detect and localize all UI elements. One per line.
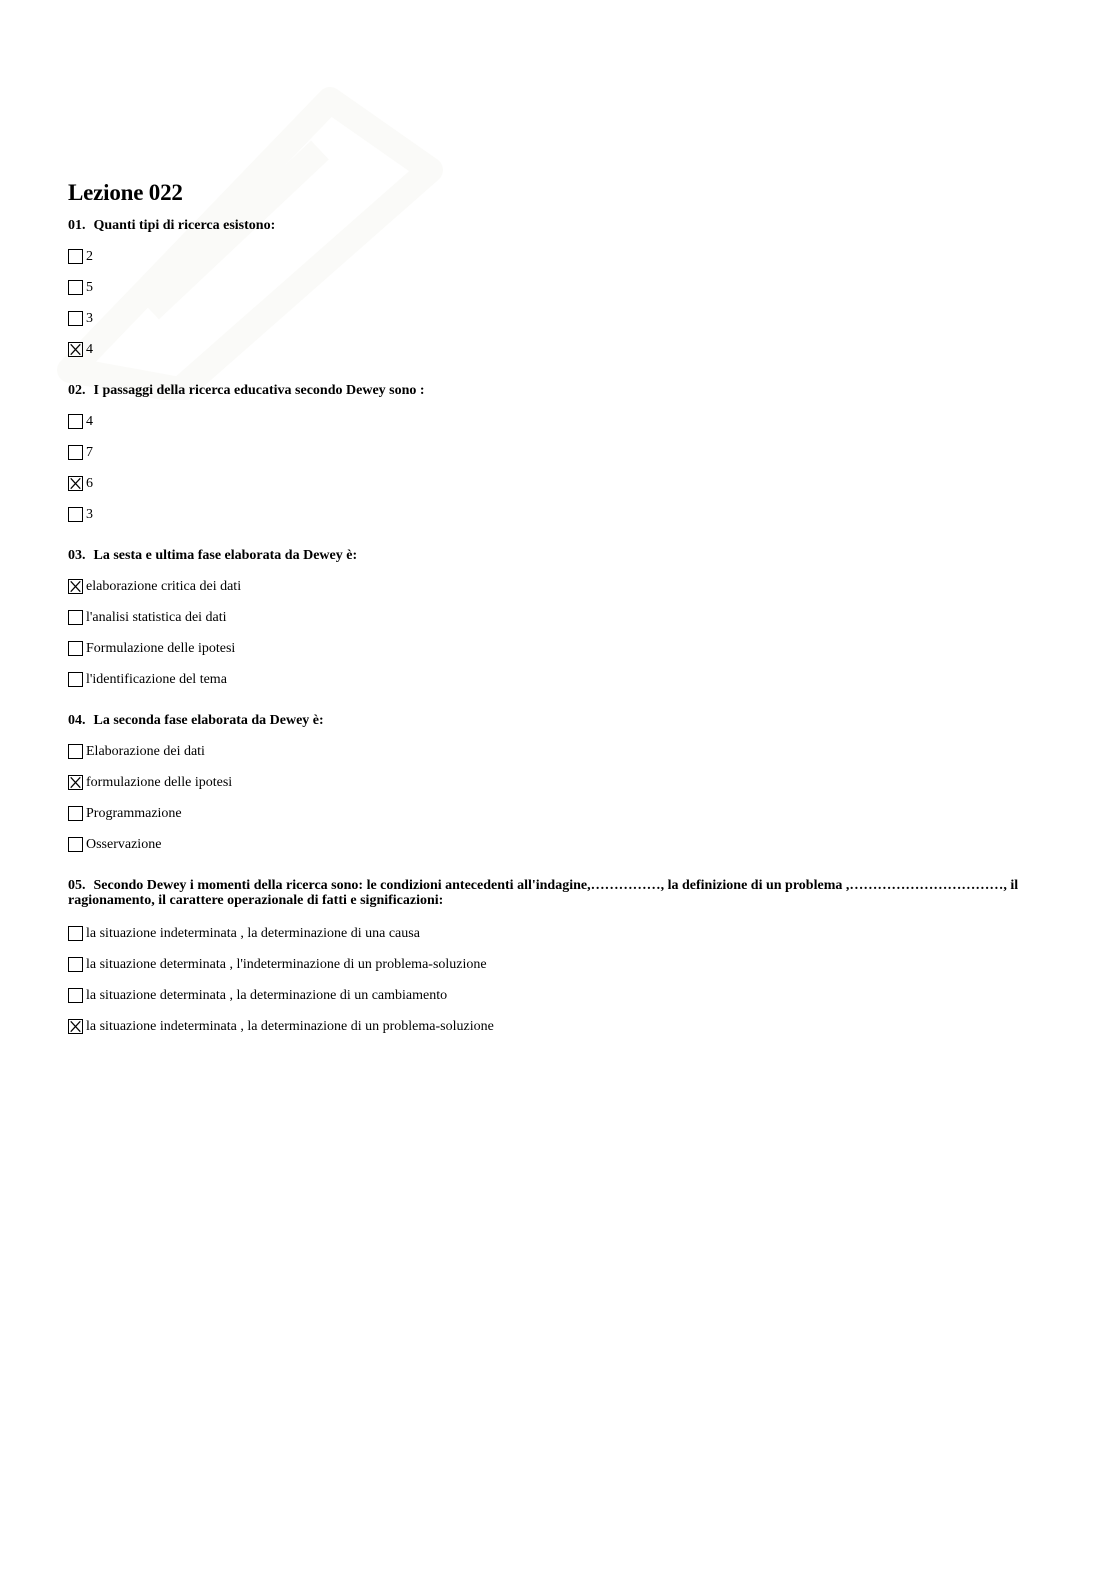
checkbox-icon[interactable] bbox=[68, 641, 83, 656]
checkbox-icon[interactable] bbox=[68, 926, 83, 941]
checkbox-icon[interactable] bbox=[68, 414, 83, 429]
question-block bbox=[68, 383, 1048, 530]
answer-option[interactable] bbox=[68, 949, 1048, 980]
answer-option[interactable] bbox=[68, 829, 1048, 860]
quiz-content bbox=[68, 178, 1048, 1060]
answer-option[interactable] bbox=[68, 571, 1048, 602]
question-block bbox=[68, 713, 1048, 860]
answer-option[interactable] bbox=[68, 437, 1048, 468]
question-label: Quanti tipi di ricerca esistono: bbox=[93, 218, 276, 233]
checkbox-icon[interactable] bbox=[68, 806, 83, 821]
answer-option[interactable] bbox=[68, 499, 1048, 530]
question-text bbox=[68, 218, 1048, 233]
option-label: l'analisi statistica dei dati bbox=[86, 609, 227, 625]
answer-option[interactable] bbox=[68, 664, 1048, 695]
option-label: 2 bbox=[86, 248, 93, 264]
checked-checkbox-icon[interactable] bbox=[68, 476, 83, 491]
checkbox-icon[interactable] bbox=[68, 280, 83, 295]
option-label: la situazione indeterminata , la determinazione di una causa bbox=[86, 925, 420, 941]
option-label: Osservazione bbox=[86, 836, 162, 852]
option-label: la situazione indeterminata , la determinazione di un problema-soluzione bbox=[86, 1018, 494, 1034]
question-number: 02. bbox=[68, 383, 86, 398]
answer-option[interactable] bbox=[68, 1011, 1048, 1042]
answer-option[interactable] bbox=[68, 736, 1048, 767]
question-number: 03. bbox=[68, 548, 86, 563]
option-label: 4 bbox=[86, 413, 93, 429]
question-block bbox=[68, 218, 1048, 365]
checkbox-icon[interactable] bbox=[68, 988, 83, 1003]
question-number: 04. bbox=[68, 713, 86, 728]
option-label: la situazione determinata , l'indeterminazione di un problema-soluzione bbox=[86, 956, 487, 972]
option-label: 3 bbox=[86, 506, 93, 522]
option-label: Programmazione bbox=[86, 805, 182, 821]
answer-option[interactable] bbox=[68, 602, 1048, 633]
checkbox-icon[interactable] bbox=[68, 445, 83, 460]
question-text bbox=[68, 383, 1048, 398]
option-label: l'identificazione del tema bbox=[86, 671, 227, 687]
question-text bbox=[68, 878, 1048, 908]
option-label: Formulazione delle ipotesi bbox=[86, 640, 236, 656]
checkbox-icon[interactable] bbox=[68, 744, 83, 759]
answer-option[interactable] bbox=[68, 798, 1048, 829]
checked-checkbox-icon[interactable] bbox=[68, 775, 83, 790]
checked-checkbox-icon[interactable] bbox=[68, 1019, 83, 1034]
checkbox-icon[interactable] bbox=[68, 957, 83, 972]
answer-option[interactable] bbox=[68, 468, 1048, 499]
option-label: elaborazione critica dei dati bbox=[86, 578, 242, 594]
checkbox-icon[interactable] bbox=[68, 311, 83, 326]
option-label: 7 bbox=[86, 444, 93, 460]
answer-option[interactable] bbox=[68, 272, 1048, 303]
answer-option[interactable] bbox=[68, 980, 1048, 1011]
checkbox-icon[interactable] bbox=[68, 610, 83, 625]
question-block bbox=[68, 878, 1048, 1042]
option-label: 4 bbox=[86, 341, 93, 357]
question-label: Secondo Dewey i momenti della ricerca sono: le condizioni antecedenti all'indagine,……………, la definizione di un problema ,……………………………, il ragionamento, il carattere operazionale di fatti e significazioni: bbox=[68, 878, 1019, 908]
answer-option[interactable] bbox=[68, 633, 1048, 664]
option-label: Elaborazione dei dati bbox=[86, 743, 205, 759]
question-number: 01. bbox=[68, 218, 86, 233]
checked-checkbox-icon[interactable] bbox=[68, 579, 83, 594]
question-text bbox=[68, 713, 1048, 728]
question-number: 05. bbox=[68, 878, 86, 893]
question-text bbox=[68, 548, 1048, 563]
option-label: 5 bbox=[86, 279, 93, 295]
question-block bbox=[68, 548, 1048, 695]
option-label: 3 bbox=[86, 310, 93, 326]
question-label: La seconda fase elaborata da Dewey è: bbox=[93, 713, 324, 728]
question-label: I passaggi della ricerca educativa secondo Dewey sono : bbox=[93, 383, 425, 398]
answer-option[interactable] bbox=[68, 918, 1048, 949]
question-label: La sesta e ultima fase elaborata da Dewey è: bbox=[93, 548, 358, 563]
checkbox-icon[interactable] bbox=[68, 249, 83, 264]
answer-option[interactable] bbox=[68, 334, 1048, 365]
checkbox-icon[interactable] bbox=[68, 507, 83, 522]
question-list bbox=[68, 218, 1048, 1042]
option-label: formulazione delle ipotesi bbox=[86, 774, 233, 790]
answer-option[interactable] bbox=[68, 241, 1048, 272]
answer-option[interactable] bbox=[68, 303, 1048, 334]
lesson-title: Lezione 022 bbox=[68, 180, 183, 205]
checked-checkbox-icon[interactable] bbox=[68, 342, 83, 357]
answer-option[interactable] bbox=[68, 767, 1048, 798]
checkbox-icon[interactable] bbox=[68, 672, 83, 687]
checkbox-icon[interactable] bbox=[68, 837, 83, 852]
option-label: 6 bbox=[86, 475, 93, 491]
option-label: la situazione determinata , la determinazione di un cambiamento bbox=[86, 987, 448, 1003]
answer-option[interactable] bbox=[68, 406, 1048, 437]
